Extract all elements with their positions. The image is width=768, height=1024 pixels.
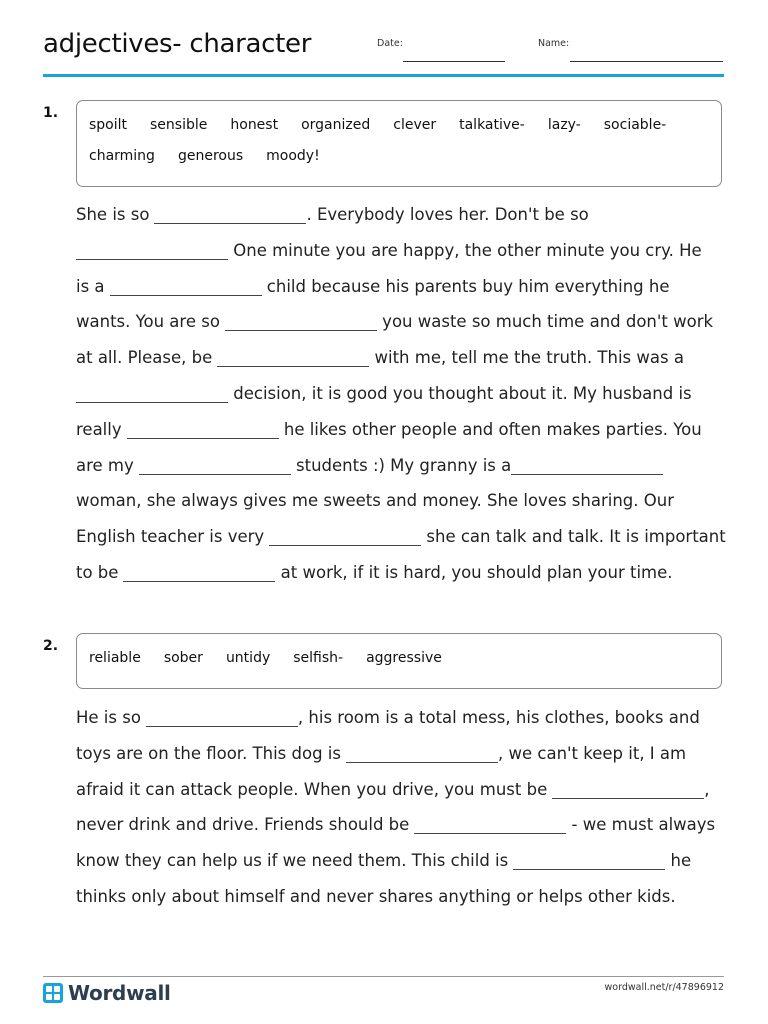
text-segment: woman, she always gives me sweets and money. She loves sharing. Our <box>76 491 674 511</box>
word-bank <box>76 100 722 187</box>
text-line <box>76 700 736 736</box>
name-label: Name: <box>538 38 570 49</box>
word-bank-item: lazy- <box>547 116 581 133</box>
word-bank-item: honest <box>230 116 279 133</box>
word-bank-item: moody! <box>266 147 320 164</box>
text-line <box>76 843 736 879</box>
word-bank-item: charming <box>89 147 155 164</box>
answer-blank[interactable] <box>414 815 566 834</box>
answer-blank[interactable] <box>217 348 369 367</box>
answer-blank[interactable] <box>552 780 704 799</box>
text-segment: he likes other people and often makes parties. You <box>278 419 702 439</box>
wordwall-logo-icon <box>43 983 63 1003</box>
question-text <box>76 197 736 591</box>
word-bank <box>76 633 722 689</box>
text-line <box>76 340 736 376</box>
word-bank-item: sociable- <box>603 116 667 133</box>
word-bank-item: sensible <box>150 116 208 133</box>
word-bank-row <box>89 642 709 673</box>
answer-blank[interactable] <box>110 277 262 296</box>
text-segment: , <box>704 779 710 799</box>
text-line <box>76 448 736 484</box>
text-line <box>76 807 736 843</box>
footer-url[interactable]: wordwall.net/r/47896912 <box>604 982 724 993</box>
text-line <box>76 879 736 915</box>
text-segment: child because his parents buy him everything he <box>261 276 670 296</box>
text-segment: , his room is a total mess, his clothes, books and <box>297 708 700 727</box>
question-number: 1. <box>43 105 59 121</box>
text-segment: thinks only about himself and never shares anything or helps other kids. <box>76 886 676 906</box>
text-line <box>76 233 736 269</box>
page-title: adjectives- character <box>43 29 312 59</box>
question-text <box>76 700 736 915</box>
answer-blank[interactable] <box>76 241 228 260</box>
text-line <box>76 412 736 448</box>
answer-blank[interactable] <box>346 744 498 763</box>
answer-blank[interactable] <box>513 851 665 870</box>
text-segment: One minute you are happy, the other minute you cry. He <box>228 240 702 260</box>
word-bank-item: reliable <box>89 649 141 666</box>
date-label: Date: <box>377 38 403 49</box>
text-line <box>76 304 736 340</box>
text-segment: students :) My granny is a <box>290 455 512 475</box>
name-field[interactable] <box>570 61 723 62</box>
text-segment: wants. You are so <box>76 312 220 332</box>
word-bank-item: sober <box>163 649 203 666</box>
answer-blank[interactable] <box>76 384 228 403</box>
text-segment: know they can help us if we need them. This child is <box>76 851 509 871</box>
answer-blank[interactable] <box>269 527 421 546</box>
word-bank-item: aggressive <box>366 649 442 666</box>
text-line <box>76 519 736 555</box>
wordwall-logo <box>43 981 171 1005</box>
text-segment: are my <box>76 455 134 475</box>
text-segment: to be <box>76 562 119 582</box>
word-bank-item: organized <box>301 116 371 133</box>
text-segment: with me, tell me the truth. This was a <box>369 348 684 368</box>
word-bank-item: untidy <box>225 649 271 666</box>
text-segment: toys are on the floor. This dog is <box>76 743 341 763</box>
word-bank-item: clever <box>393 116 437 133</box>
answer-blank[interactable] <box>127 420 279 439</box>
text-line <box>76 555 736 591</box>
text-segment: at all. Please, be <box>76 348 213 368</box>
text-segment: is a <box>76 276 105 296</box>
word-bank-item: spoilt <box>89 116 128 133</box>
word-bank-row <box>89 140 709 171</box>
text-segment: , we can't keep it, I am <box>498 743 687 763</box>
text-segment: English teacher is very <box>76 527 265 547</box>
answer-blank[interactable] <box>154 205 306 224</box>
header-divider <box>43 74 724 77</box>
footer-divider <box>43 976 724 977</box>
text-line <box>76 269 736 305</box>
word-bank-row <box>89 109 709 140</box>
text-segment: never drink and drive. Friends should be <box>76 815 410 835</box>
text-segment: at work, if it is hard, you should plan your time. <box>275 562 673 582</box>
logo-text: Wordwall <box>68 981 171 1005</box>
text-segment: really <box>76 419 122 439</box>
text-line <box>76 736 736 772</box>
text-segment: he <box>665 851 692 871</box>
question-number: 2. <box>43 638 59 654</box>
answer-blank[interactable] <box>511 456 663 475</box>
answer-blank[interactable] <box>225 312 377 331</box>
text-segment: She is so <box>76 205 150 224</box>
text-segment: He is so <box>76 708 141 727</box>
text-line <box>76 376 736 412</box>
text-segment: . Everybody loves her. Don't be so <box>306 205 589 224</box>
text-line <box>76 197 736 233</box>
answer-blank[interactable] <box>139 456 291 475</box>
text-segment: you waste so much time and don't work <box>376 312 714 332</box>
word-bank-item: selfish- <box>293 649 344 666</box>
answer-blank[interactable] <box>146 708 298 727</box>
text-line <box>76 772 736 808</box>
word-bank-item: talkative- <box>459 116 525 133</box>
text-line <box>76 483 736 519</box>
text-segment: decision, it is good you thought about it. My husband is <box>228 383 692 403</box>
text-segment: she can talk and talk. It is important <box>421 527 726 547</box>
text-segment: - we must always <box>566 815 716 835</box>
word-bank-item: generous <box>177 147 244 164</box>
date-field[interactable] <box>403 61 505 62</box>
answer-blank[interactable] <box>123 563 275 582</box>
text-segment: afraid it can attack people. When you drive, you must be <box>76 779 548 799</box>
